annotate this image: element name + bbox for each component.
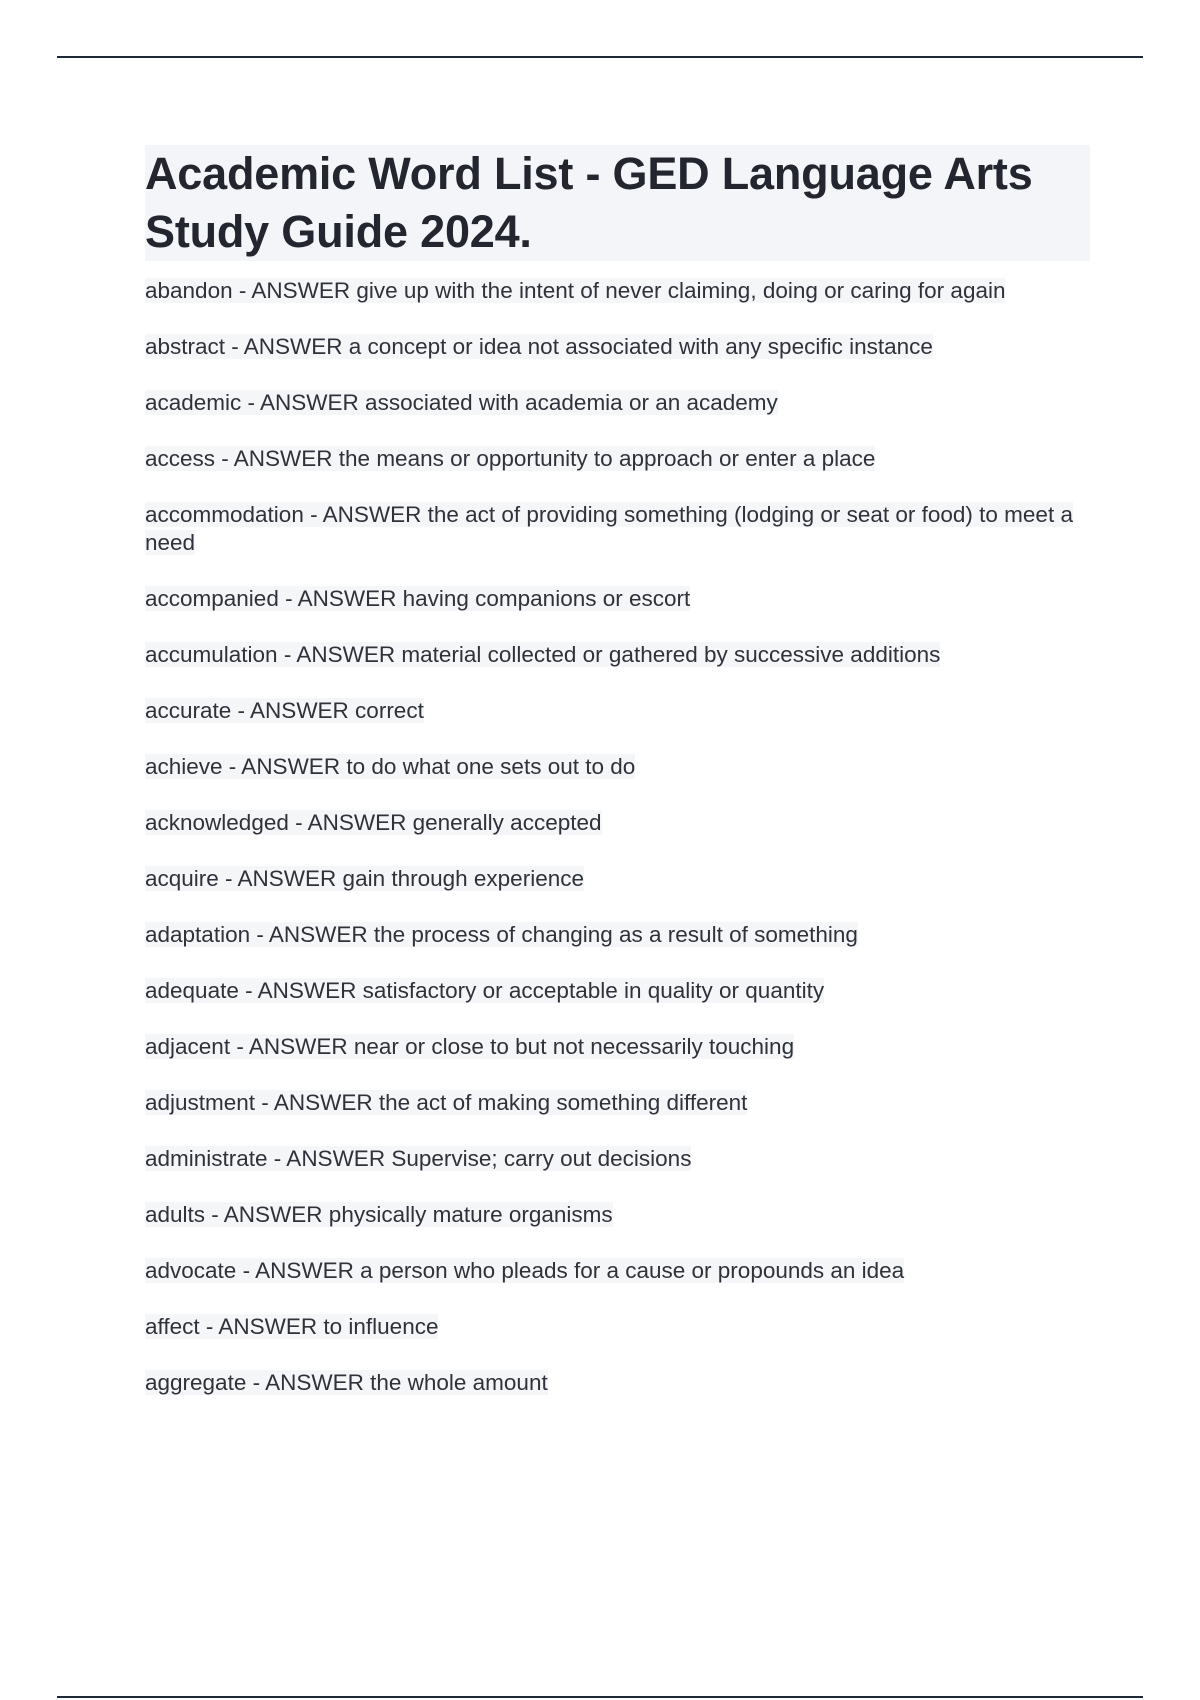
- word-entry: [145, 753, 1090, 781]
- word-entry-text: abandon - ANSWER give up with the intent of never claiming, doing or caring for again: [145, 278, 1006, 303]
- word-entry-text: academic - ANSWER associated with academia or an academy: [145, 390, 778, 415]
- word-entry-text: accumulation - ANSWER material collected or gathered by successive additions: [145, 642, 941, 667]
- document-body: [145, 145, 1090, 1425]
- word-entry: [145, 277, 1090, 305]
- word-entry: [145, 1033, 1090, 1061]
- word-entry-text: administrate - ANSWER Supervise; carry out decisions: [145, 1146, 692, 1171]
- word-entry: [145, 389, 1090, 417]
- bottom-rule: [57, 1696, 1143, 1698]
- word-list: [145, 277, 1090, 1397]
- word-entry: [145, 641, 1090, 669]
- word-entry-text: advocate - ANSWER a person who pleads for a cause or propounds an idea: [145, 1258, 905, 1283]
- word-entry: [145, 445, 1090, 473]
- word-entry-text: adults - ANSWER physically mature organisms: [145, 1202, 613, 1227]
- word-entry: [145, 809, 1090, 837]
- word-entry-text: adequate - ANSWER satisfactory or acceptable in quality or quantity: [145, 978, 825, 1003]
- word-entry: [145, 1313, 1090, 1341]
- word-entry-text: accommodation - ANSWER the act of providing something (lodging or seat or food) to meet a need: [145, 502, 1073, 555]
- word-entry-text: affect - ANSWER to influence: [145, 1314, 439, 1339]
- word-entry-text: accompanied - ANSWER having companions or escort: [145, 586, 691, 611]
- word-entry: [145, 333, 1090, 361]
- word-entry-text: accurate - ANSWER correct: [145, 698, 424, 723]
- word-entry: [145, 1369, 1090, 1397]
- word-entry-text: adjustment - ANSWER the act of making something different: [145, 1090, 748, 1115]
- word-entry: [145, 1257, 1090, 1285]
- word-entry-text: achieve - ANSWER to do what one sets out to do: [145, 754, 636, 779]
- word-entry-text: access - ANSWER the means or opportunity to approach or enter a place: [145, 446, 876, 471]
- word-entry-text: acquire - ANSWER gain through experience: [145, 866, 584, 891]
- title-block: [145, 145, 1090, 261]
- word-entry-text: acknowledged - ANSWER generally accepted: [145, 810, 602, 835]
- word-entry: [145, 1089, 1090, 1117]
- word-entry: [145, 585, 1090, 613]
- word-entry-text: adaptation - ANSWER the process of changing as a result of something: [145, 922, 858, 947]
- word-entry-text: abstract - ANSWER a concept or idea not associated with any specific instance: [145, 334, 933, 359]
- word-entry: [145, 921, 1090, 949]
- document-title: Academic Word List - GED Language Arts Study Guide 2024.: [145, 148, 1033, 257]
- top-rule: [57, 56, 1143, 58]
- word-entry-text: adjacent - ANSWER near or close to but not necessarily touching: [145, 1034, 795, 1059]
- word-entry-text: aggregate - ANSWER the whole amount: [145, 1370, 548, 1395]
- word-entry: [145, 697, 1090, 725]
- word-entry: [145, 977, 1090, 1005]
- word-entry: [145, 501, 1090, 557]
- word-entry: [145, 865, 1090, 893]
- word-entry: [145, 1145, 1090, 1173]
- word-entry: [145, 1201, 1090, 1229]
